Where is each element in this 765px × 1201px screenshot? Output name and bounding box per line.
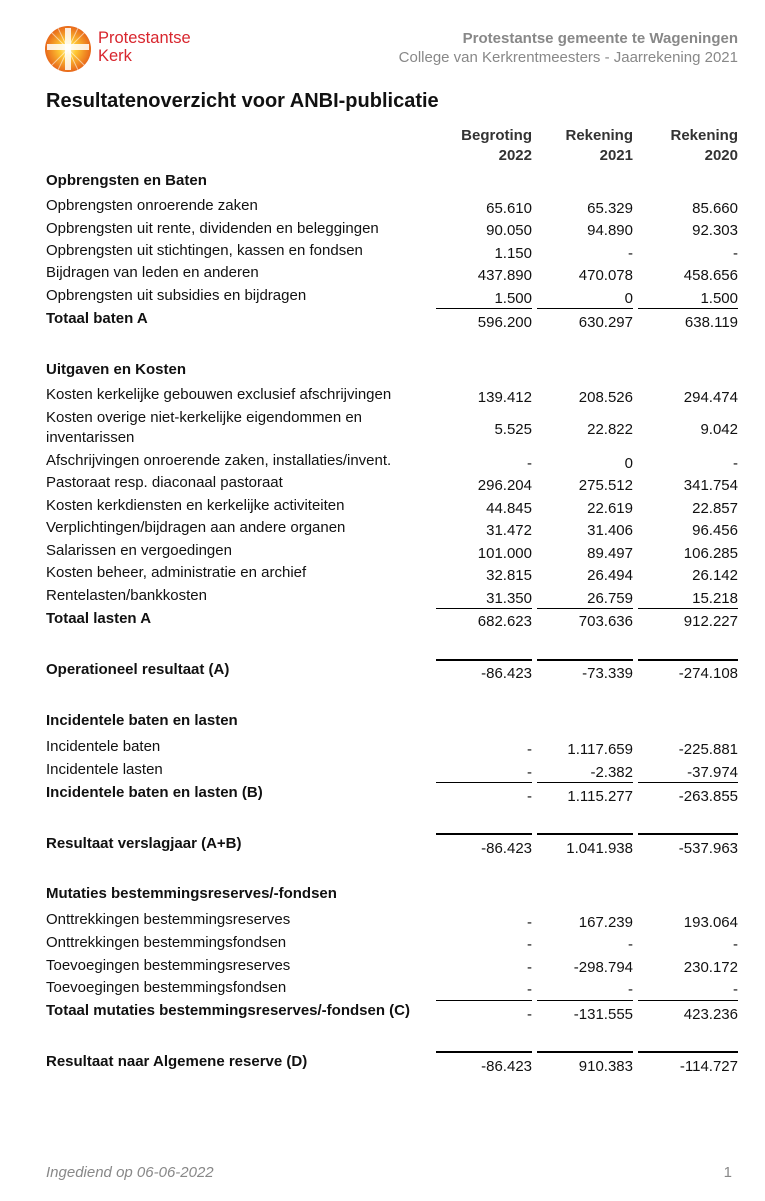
- page-number: 1: [723, 1164, 732, 1181]
- row-heading: Operationeel resultaat (A): [46, 661, 230, 678]
- total-rule-line: [537, 1051, 633, 1053]
- row-value: -2.382: [590, 764, 633, 781]
- row-value: 910.383: [578, 1058, 633, 1075]
- row-value: -: [628, 936, 633, 953]
- row-value: 31.350: [486, 590, 532, 607]
- row-value: -: [527, 914, 532, 931]
- column-header-rekening-2021: Rekening 2021: [565, 127, 633, 164]
- row-value: 470.078: [578, 267, 633, 284]
- row-value: -: [733, 245, 738, 262]
- row-value: 230.172: [683, 959, 738, 976]
- row-value: 22.619: [587, 500, 633, 517]
- row-value: 0: [624, 290, 633, 307]
- row-value: 596.200: [477, 314, 532, 331]
- row-value: 31.472: [486, 522, 532, 539]
- row-value: -: [527, 741, 532, 758]
- row-value: 5.525: [494, 421, 532, 438]
- row-value: -114.727: [679, 1058, 738, 1075]
- total-rule-line: [638, 659, 738, 661]
- row-value: 1.117.659: [567, 741, 633, 758]
- row-value: 912.227: [683, 613, 738, 630]
- total-rule-line: [436, 659, 532, 661]
- organization-name: Protestantse gemeente te Wageningen: [462, 30, 738, 47]
- row-value: -86.423: [481, 1058, 532, 1075]
- row-value: 92.303: [692, 222, 738, 239]
- row-value: 0: [624, 455, 633, 472]
- row-label: Incidentele baten: [46, 738, 161, 755]
- column-header-rekening-2020: Rekening 2020: [670, 127, 738, 164]
- total-rule-line: [537, 608, 633, 609]
- row-label: Pastoraat resp. diaconaal pastoraat: [46, 474, 283, 491]
- row-label: Kosten overige niet-kerkelijke eigendommen en inventarissen: [46, 409, 363, 446]
- row-value: -131.555: [573, 1006, 633, 1023]
- row-value: 96.456: [692, 522, 738, 539]
- total-rule-line: [537, 782, 633, 783]
- logo-line-2: Kerk: [98, 47, 132, 65]
- page-header: [399, 29, 738, 67]
- row-value: 22.857: [692, 500, 738, 517]
- row-value: 423.236: [683, 1006, 738, 1023]
- row-value: -: [527, 455, 532, 472]
- row-label: Onttrekkingen bestemmingsfondsen: [46, 934, 287, 951]
- row-heading: Mutaties bestemmingsreserves/-fondsen: [46, 885, 337, 902]
- row-value: 89.497: [587, 545, 633, 562]
- total-rule-line: [436, 782, 532, 783]
- total-rule-line: [436, 608, 532, 609]
- row-value: -: [628, 981, 633, 998]
- document-subtitle: College van Kerkrentmeesters - Jaarrekening 2021: [398, 49, 738, 66]
- row-heading: Totaal baten A: [46, 310, 148, 327]
- column-header-begroting-2022: Begroting 2022: [461, 127, 532, 164]
- row-label: Toevoegingen bestemmingsfondsen: [46, 979, 287, 996]
- row-value: 26.142: [692, 567, 738, 584]
- total-rule-line: [537, 308, 633, 309]
- row-value: 1.041.938: [566, 840, 633, 857]
- protestantse-kerk-logo-icon: [44, 25, 92, 73]
- row-value: -225.881: [678, 741, 738, 758]
- total-rule-line: [436, 1000, 532, 1001]
- row-value: 458.656: [683, 267, 738, 284]
- total-rule-line: [436, 833, 532, 835]
- row-value: 32.815: [486, 567, 532, 584]
- row-heading: Resultaat naar Algemene reserve (D): [46, 1053, 308, 1070]
- row-value: 296.204: [477, 477, 532, 494]
- row-heading: Incidentele baten en lasten: [46, 712, 238, 729]
- row-value: 1.150: [494, 245, 532, 262]
- row-value: 65.610: [486, 200, 532, 217]
- row-value: 208.526: [578, 389, 633, 406]
- row-value: 167.239: [578, 914, 633, 931]
- row-label: Verplichtingen/bijdragen aan andere organen: [46, 519, 346, 536]
- row-value: -263.855: [678, 788, 738, 805]
- total-rule-line: [436, 308, 532, 309]
- submission-date: Ingediend op 06-06-2022: [46, 1164, 214, 1181]
- row-label: Toevoegingen bestemmingsreserves: [46, 957, 291, 974]
- row-label: Kosten kerkdiensten en kerkelijke activiteiten: [46, 497, 345, 514]
- row-value: -: [527, 936, 532, 953]
- row-value: 106.285: [683, 545, 738, 562]
- total-rule-line: [638, 1051, 738, 1053]
- row-value: -86.423: [481, 840, 532, 857]
- row-value: -: [527, 764, 532, 781]
- logo-wordmark: [98, 29, 191, 65]
- row-value: 1.500: [494, 290, 532, 307]
- row-value: 1.115.277: [567, 788, 633, 805]
- row-value: -: [733, 936, 738, 953]
- row-label: Opbrengsten onroerende zaken: [46, 197, 258, 214]
- row-value: 9.042: [700, 421, 738, 438]
- row-label: Rentelasten/bankkosten: [46, 587, 207, 604]
- row-value: 638.119: [684, 314, 738, 331]
- row-value: 15.218: [692, 590, 738, 607]
- row-value: -537.963: [678, 840, 738, 857]
- row-value: -: [527, 1006, 532, 1023]
- row-value: -298.794: [573, 959, 633, 976]
- row-value: 682.623: [477, 613, 532, 630]
- row-value: 437.890: [477, 267, 532, 284]
- total-rule-line: [537, 1000, 633, 1001]
- row-heading: Opbrengsten en Baten: [46, 172, 207, 189]
- row-label: Salarissen en vergoedingen: [46, 542, 232, 559]
- row-value: 630.297: [578, 314, 633, 331]
- row-label: Onttrekkingen bestemmingsreserves: [46, 911, 291, 928]
- row-heading: Incidentele baten en lasten (B): [46, 784, 263, 801]
- row-value: 341.754: [683, 477, 738, 494]
- row-label: Bijdragen van leden en anderen: [46, 264, 259, 281]
- total-rule-line: [638, 833, 738, 835]
- row-heading: Uitgaven en Kosten: [46, 361, 187, 378]
- row-value: 26.759: [587, 590, 633, 607]
- row-value: -: [733, 455, 738, 472]
- total-rule-line: [537, 833, 633, 835]
- logo-line-1: Protestantse: [98, 29, 191, 47]
- row-value: -: [733, 981, 738, 998]
- row-value: 65.329: [587, 200, 633, 217]
- page-title: Resultatenoverzicht voor ANBI-publicatie: [46, 90, 439, 112]
- row-value: -: [527, 981, 532, 998]
- row-value: -37.974: [687, 764, 738, 781]
- row-value: -73.339: [582, 665, 633, 682]
- row-value: 275.512: [578, 477, 633, 494]
- row-value: 94.890: [587, 222, 633, 239]
- row-label: Incidentele lasten: [46, 761, 163, 778]
- row-value: 139.412: [477, 389, 532, 406]
- row-value: 90.050: [486, 222, 532, 239]
- row-value: -274.108: [678, 665, 738, 682]
- row-value: 1.500: [700, 290, 738, 307]
- row-value: -: [527, 788, 532, 805]
- row-heading: Totaal mutaties bestemmingsreserves/-fondsen (C): [46, 1002, 410, 1019]
- row-label: Opbrengsten uit stichtingen, kassen en fondsen: [46, 242, 363, 259]
- row-value: 31.406: [587, 522, 633, 539]
- row-value: 703.636: [578, 613, 633, 630]
- row-heading: Totaal lasten A: [46, 610, 152, 627]
- total-rule-line: [638, 782, 738, 783]
- row-label: Afschrijvingen onroerende zaken, installaties/invent.: [46, 452, 392, 469]
- row-heading: Resultaat verslagjaar (A+B): [46, 835, 242, 852]
- total-rule-line: [436, 1051, 532, 1053]
- row-label: Opbrengsten uit subsidies en bijdragen: [46, 287, 307, 304]
- total-rule-line: [638, 308, 738, 309]
- row-value: -86.423: [481, 665, 532, 682]
- row-label: Kosten kerkelijke gebouwen exclusief afschrijvingen: [46, 386, 392, 403]
- row-value: 26.494: [587, 567, 633, 584]
- row-value: 22.822: [587, 421, 633, 438]
- row-label: Kosten beheer, administratie en archief: [46, 564, 307, 581]
- row-value: -: [628, 245, 633, 262]
- row-value: 44.845: [486, 500, 532, 517]
- row-value: 85.660: [692, 200, 738, 217]
- total-rule-line: [638, 1000, 738, 1001]
- total-rule-line: [638, 608, 738, 609]
- row-value: -: [527, 959, 532, 976]
- row-value: 193.064: [683, 914, 738, 931]
- total-rule-line: [537, 659, 633, 661]
- row-label: Opbrengsten uit rente, dividenden en beleggingen: [46, 220, 379, 237]
- row-value: 101.000: [477, 545, 532, 562]
- row-value: 294.474: [683, 389, 738, 406]
